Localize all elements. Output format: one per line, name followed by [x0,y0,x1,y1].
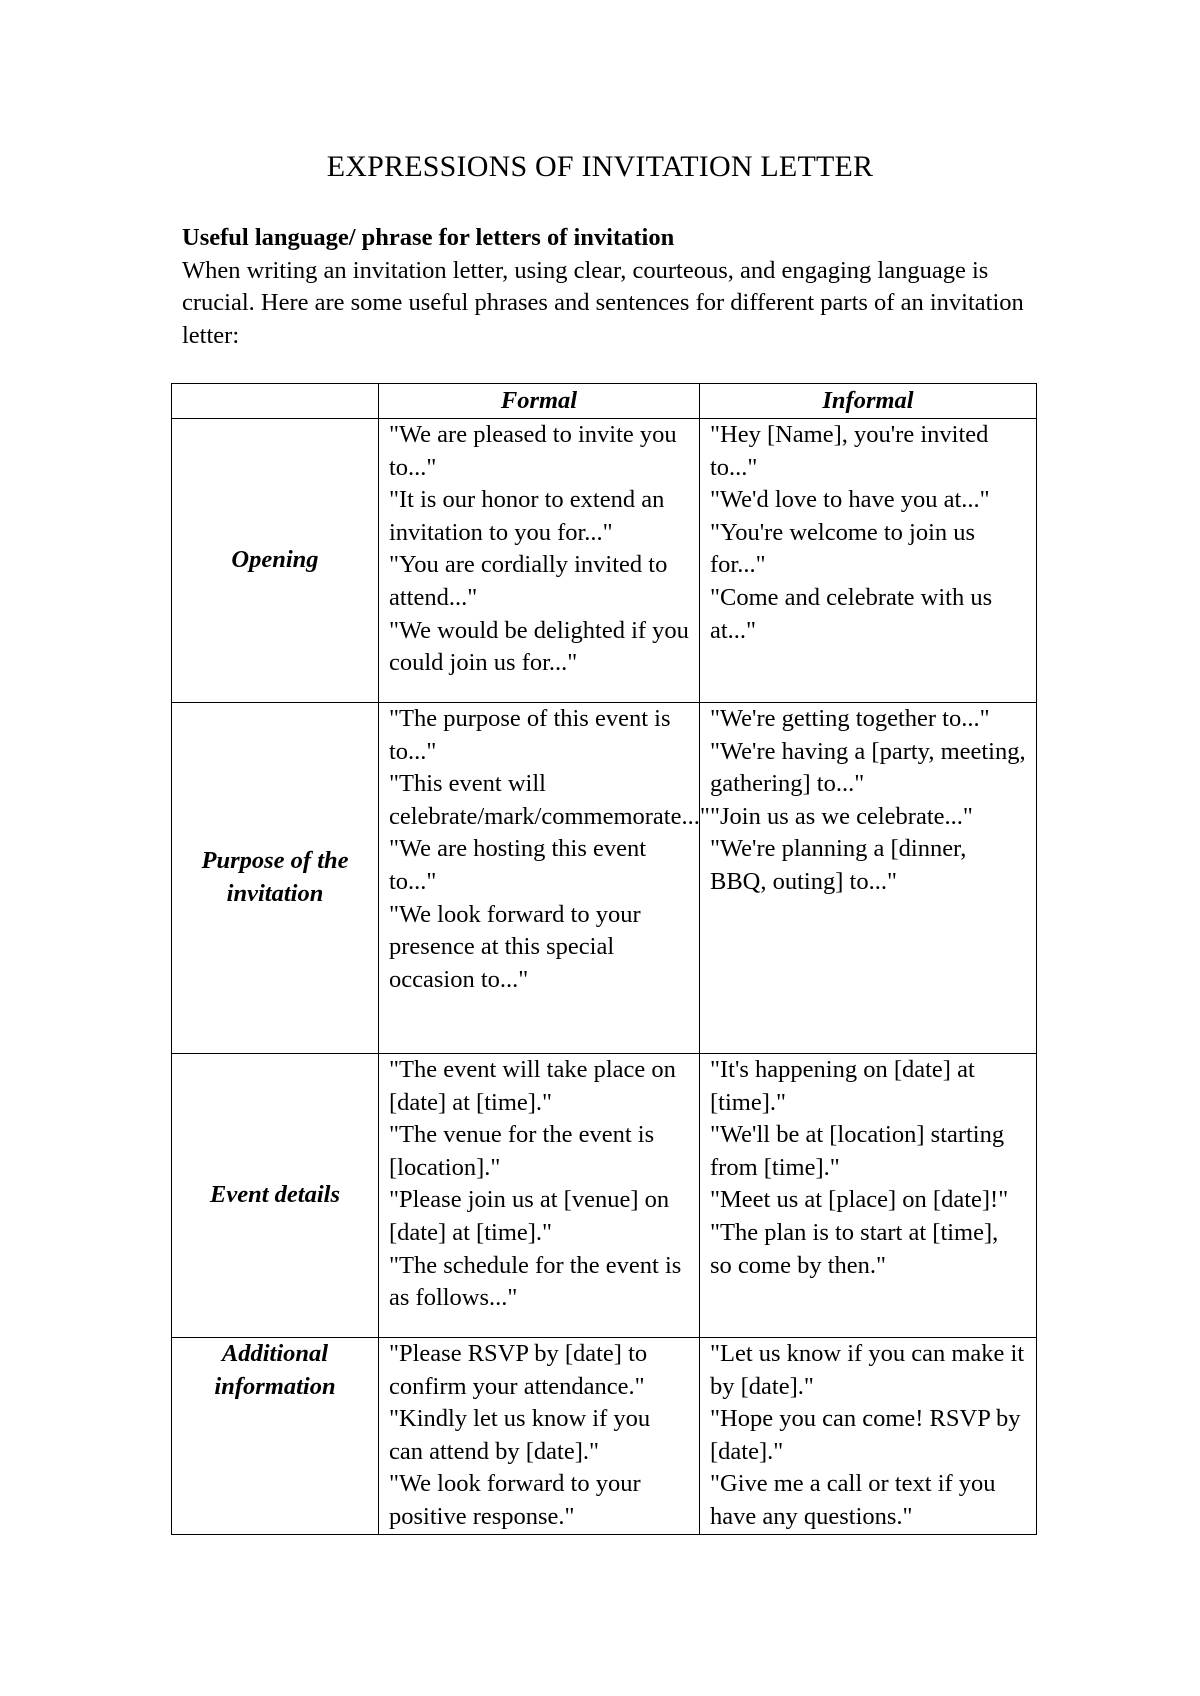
table-row-purpose [172,703,1037,1054]
phrase: "Kindly let us know if you can attend by [date]." [389,1405,651,1465]
phrase: "We would be delighted if you could join us for..." [389,616,689,677]
table-row-opening [172,419,1037,703]
phrases-table [171,383,1037,1535]
phrase: "It is our honor to extend an invitation to you for..." [389,486,665,546]
table-header-row [172,384,1037,419]
phrase: "Let us know if you can make it by [date]." [710,1340,1025,1400]
phrase: "We look forward to your presence at this special occasion to..." [389,900,641,993]
formal-phrases-additional-information [379,1338,700,1535]
informal-phrases-event-details [700,1054,1037,1338]
phrase: "We're getting together to..." [710,705,990,732]
phrase: "Meet us at [place] on [date]!" [710,1186,1009,1214]
row-label-additional-information: Additional information [172,1338,379,1535]
phrase: "Hey [Name], you're invited to..." [710,421,989,481]
phrase: "Come and celebrate with us at..." [710,583,993,644]
phrase: "Hope you can come! RSVP by [date]." [710,1405,1021,1465]
intro-body: When writing an invitation letter, using clear, courteous, and engaging language is crucial. Here are some useful phrases and sentences for different parts of an invitation letter: [182,256,1024,349]
formal-phrases-event-details [379,1054,700,1338]
phrase: "Please join us at [venue] on [date] at [time]." [389,1186,670,1246]
phrase: "We are pleased to invite you to..." [389,421,677,481]
header-informal: Informal [700,384,1037,419]
phrase: "We'd love to have you at..." [710,486,990,514]
formal-phrases-purpose [379,703,710,1054]
intro-heading: Useful language/ phrase for letters of invitation [182,224,675,251]
phrase: "The schedule for the event is as follows..." [389,1251,682,1312]
phrase: "We're planning a [dinner, BBQ, outing] to..." [710,835,967,895]
formal-phrases-opening [379,419,700,703]
informal-phrases-opening [700,419,1037,703]
phrase: "The venue for the event is [location]." [389,1121,655,1181]
intro-section [182,222,1042,352]
phrase: "It's happening on [date] at [time]." [710,1056,975,1116]
table-row-event-details [172,1054,1037,1338]
page-title: EXPRESSIONS OF INVITATION LETTER [326,150,874,183]
phrase: "The event will take place on [date] at [time]." [389,1056,676,1116]
phrase: "The purpose of this event is to..." [389,705,671,765]
phrase: "This event will celebrate/mark/commemorate..." [389,770,710,830]
informal-phrases-purpose [700,703,1037,1054]
row-label-purpose: Purpose of the invitation [172,703,379,1054]
phrase: "You are cordially invited to attend..." [389,551,668,611]
row-label-event-details: Event details [172,1054,379,1338]
phrase: "We'll be at [location] starting from [time]." [710,1121,1005,1181]
header-empty-cell [172,384,379,419]
table-row-additional-information [172,1338,1037,1535]
phrase: "The plan is to start at [time], so come by then." [710,1218,999,1279]
phrase: "Join us as we celebrate..." [710,802,973,830]
phrase: "We're having a [party, meeting, gathering] to..." [710,737,1026,798]
phrase: "You're welcome to join us for..." [710,518,976,579]
phrase: "We look forward to your positive response." [389,1470,641,1530]
phrase: "Give me a call or text if you have any questions." [710,1470,996,1530]
informal-phrases-additional-information [700,1338,1037,1535]
header-formal: Formal [379,384,700,419]
phrase: "We are hosting this event to..." [389,835,647,895]
row-label-opening: Opening [172,419,379,703]
phrase: "Please RSVP by [date] to confirm your attendance." [389,1340,648,1400]
